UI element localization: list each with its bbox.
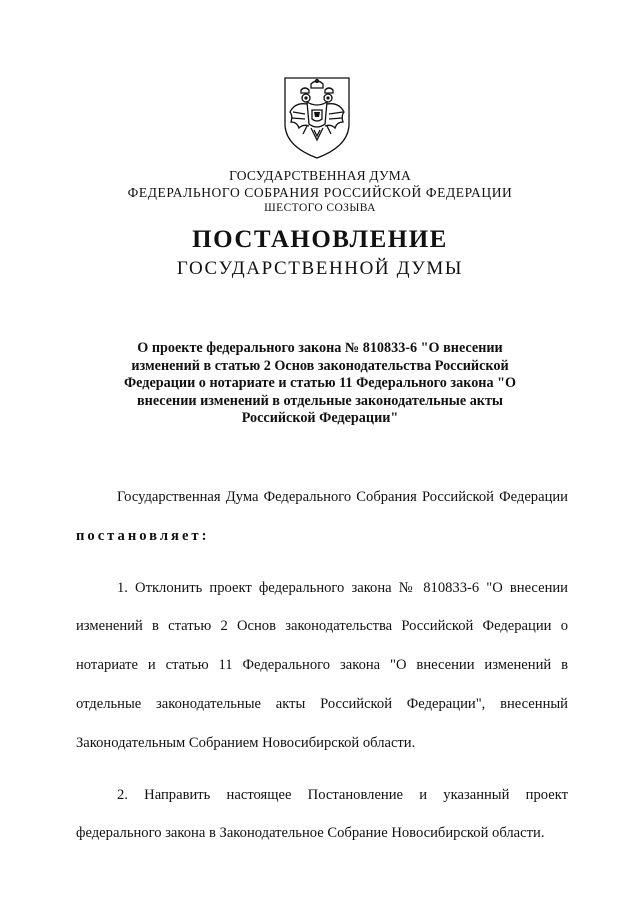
item-2-paragraph: 2. Направить настоящее Постановление и указанный проект федерального закона в Законодательное Собрание Новосибирской области.: [76, 786, 568, 842]
intro-text: Государственная Дума Федерального Собрания Российской Федерации: [117, 489, 568, 505]
intro-verb: постановляет:: [76, 527, 210, 544]
document-subject: О проекте федерального закона № 810833-6 "О внесении изменений в статью 2 Основ законодательства Российской Федерации о нотариате и статью 11 Федерального закона "О внесении изменений в отдельные законодательные акты Российской Федерации": [123, 340, 517, 426]
intro-paragraph: [76, 478, 568, 556]
item-1-paragraph: 1. Отклонить проект федерального закона № 810833-6 "О внесении изменений в статью 2 Основ законодательства Российской Федерации о нотариате и статью 11 Федерального закона "О внесении изменений в отдельные законодательные акты Российской Федерации", внесенный Законодательным Собранием Новосибирской области.: [76, 579, 568, 751]
document-title: ПОСТАНОВЛЕНИЕ: [192, 226, 448, 253]
header-line-duma: ГОСУДАРСТВЕННАЯ ДУМА: [229, 168, 411, 183]
header-line-federal-assembly: ФЕДЕРАЛЬНОГО СОБРАНИЯ РОССИЙСКОЙ ФЕДЕРАЦИИ: [127, 185, 513, 200]
document-body: [76, 478, 568, 853]
coat-of-arms-icon: [281, 72, 353, 162]
header-line-convocation: ШЕСТОГО СОЗЫВА: [264, 202, 376, 214]
document-subtitle: ГОСУДАРСТВЕННОЙ ДУМЫ: [176, 258, 464, 279]
